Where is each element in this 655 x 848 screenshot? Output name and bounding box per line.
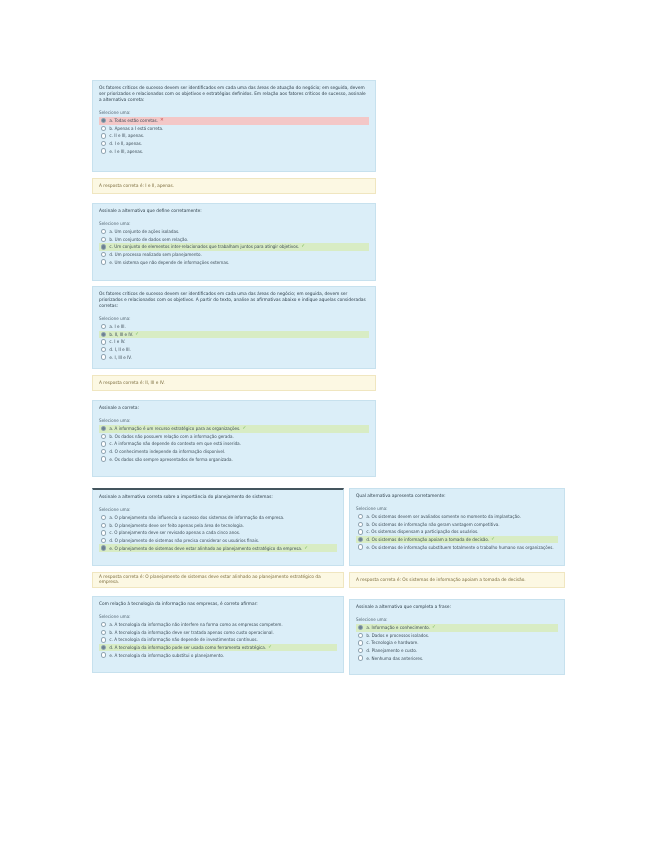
option-a[interactable]: a. A tecnologia da informação não interfere na forma como as empresas competem. [99, 621, 337, 629]
radio-icon[interactable] [358, 640, 363, 645]
question-text: Assinale a alternativa que completa a frase: [356, 605, 451, 610]
option-d[interactable]: d. A tecnologia da informação pode ser usada como ferramenta estratégica. ✓ [99, 644, 337, 652]
radio-icon[interactable] [101, 449, 106, 454]
radio-icon[interactable] [101, 538, 106, 543]
option-e[interactable]: e. Os sistemas de informação substituem totalmente o trabalho humano nas organizações. [356, 543, 558, 551]
option-a[interactable]: a. Um conjunto de ações isoladas. [99, 228, 369, 236]
option-b[interactable]: b. A tecnologia da informação deve ser tratada apenas como custo operacional. [99, 629, 337, 637]
question-card-3 [92, 286, 376, 369]
question-text: Os fatores críticos de sucesso devem ser identificados em cada uma das áreas de atuação do negócio; em seguida, devem ser priorizados e relacionados com os objetivos e estratégias definidos. Em relação aos fatores críticos de sucesso, assinale a alternativa correta: [99, 86, 366, 103]
option-c[interactable]: c. II e III, apenas. [99, 132, 369, 140]
radio-icon[interactable] [101, 237, 106, 242]
radio-icon[interactable] [101, 148, 106, 153]
option-c[interactable]: c. A tecnologia da informação não depende de investimentos contínuos. [99, 636, 337, 644]
radio-icon[interactable] [101, 530, 106, 535]
select-label: Selecione uma: [356, 506, 388, 511]
feedback-1: A resposta correta é: I e II, apenas. [92, 178, 376, 194]
question-text: Os fatores críticos de sucesso devem ser identificados em cada uma das áreas do negócio; em seguida, devem ser priorizados e relacionados com os objetivos. A partir do texto, analise as afirmativas abaixo e indique aquelas consideradas corretas: [99, 292, 366, 309]
radio-icon[interactable] [101, 354, 106, 359]
option-b[interactable]: b. Apenas a I está correta. [99, 125, 369, 133]
option-c[interactable]: c. Os sistemas dispensam a participação dos usuários. [356, 528, 558, 536]
check-icon: ✓ [268, 645, 272, 651]
radio-icon[interactable] [101, 118, 106, 123]
select-label: Selecione uma: [99, 316, 131, 321]
radio-icon[interactable] [358, 529, 363, 534]
option-e[interactable]: e. O planejamento de sistemas deve estar alinhado ao planejamento estratégico da empresa. ✓ [99, 544, 337, 552]
radio-icon[interactable] [101, 441, 106, 446]
option-a[interactable]: a. O planejamento não influencia o sucesso dos sistemas de informação da empresa. [99, 514, 337, 522]
select-label: Selecione uma: [99, 614, 131, 619]
radio-icon[interactable] [358, 655, 363, 660]
question-card-1 [92, 80, 376, 172]
feedback-3: A resposta correta é: II, III e IV. [92, 375, 376, 391]
option-a[interactable]: a. Os sistemas devem ser avaliados somente no momento da implantação. [356, 513, 558, 521]
option-d[interactable]: d. Planejamento e custo. [356, 647, 558, 655]
radio-icon[interactable] [358, 633, 363, 638]
select-label: Selecione uma: [99, 507, 131, 512]
option-d[interactable]: d. Os sistemas de informação apoiam a tomada de decisão. ✓ [356, 536, 558, 544]
radio-icon[interactable] [358, 648, 363, 653]
option-b[interactable]: b. O planejamento deve ser feito apenas pela área de tecnologia. [99, 522, 337, 530]
option-d[interactable]: d. Um processo realizado sem planejamento. [99, 251, 369, 259]
radio-icon[interactable] [101, 434, 106, 439]
question-card-4 [92, 400, 376, 477]
option-e[interactable]: e. A tecnologia da informação substitui o planejamento. [99, 651, 337, 659]
option-b[interactable]: b. Os dados não possuem relação com a informação gerada. [99, 433, 369, 441]
option-c[interactable]: c. Um conjunto de elementos inter-relacionados que trabalham juntos para atingir objetivos. ✓ [99, 243, 369, 251]
option-e[interactable]: e. Um sistema que não depende de informações externas. [99, 258, 369, 266]
question-text: Assinale a correta: [99, 406, 139, 411]
option-d[interactable]: d. O planejamento de sistemas não precisa considerar os usuários finais. [99, 537, 337, 545]
cross-icon: ✕ [159, 118, 164, 124]
radio-icon[interactable] [101, 252, 106, 257]
option-b[interactable]: b. Dados e processos isolados. [356, 632, 558, 640]
radio-icon[interactable] [101, 645, 106, 650]
option-c[interactable]: c. I e IV. [99, 338, 369, 346]
option-b[interactable]: b. Os sistemas de informação não geram vantagem competitiva. [356, 521, 558, 529]
select-label: Selecione uma: [99, 418, 131, 423]
option-d[interactable]: d. I, II e III. [99, 346, 369, 354]
radio-icon[interactable] [101, 347, 106, 352]
radio-icon[interactable] [101, 630, 106, 635]
radio-icon[interactable] [358, 514, 363, 519]
option-e[interactable]: e. I, III e IV. [99, 353, 369, 361]
question-card-8 [349, 599, 565, 675]
question-text: Assinale a alternativa que define corretamente: [99, 209, 202, 214]
check-icon: ✓ [432, 625, 436, 631]
option-c[interactable]: c. A informação não depende do contexto em que está inserida. [99, 440, 369, 448]
radio-icon[interactable] [101, 426, 106, 431]
radio-icon[interactable] [101, 244, 106, 249]
option-a[interactable]: a. A informação é um recurso estratégico para as organizações. ✓ [99, 425, 369, 433]
radio-icon[interactable] [101, 259, 106, 264]
option-a[interactable]: a. Todas estão corretas. ✕ [99, 117, 369, 125]
option-e[interactable]: e. Os dados são sempre apresentados de forma organizada. [99, 455, 369, 463]
radio-icon[interactable] [101, 229, 106, 234]
feedback-5: A resposta correta é: O planejamento de sistemas deve estar alinhado ao planejamento estratégico da empresa. [92, 572, 344, 588]
select-label: Selecione uma: [99, 221, 131, 226]
radio-icon[interactable] [101, 523, 106, 528]
check-icon: ✓ [491, 537, 495, 543]
select-label: Selecione uma: [99, 110, 131, 115]
radio-icon[interactable] [101, 545, 106, 550]
question-text: Qual alternativa apresenta corretamente: [356, 494, 446, 499]
radio-icon[interactable] [101, 515, 106, 520]
radio-icon[interactable] [101, 637, 106, 642]
radio-icon[interactable] [101, 339, 106, 344]
option-b[interactable]: b. Um conjunto de dados sem relação. [99, 236, 369, 244]
option-b[interactable]: b. II, III e IV. ✓ [99, 331, 369, 339]
check-icon: ✓ [242, 426, 247, 432]
radio-icon[interactable] [101, 332, 106, 337]
option-e[interactable]: e. Nenhuma das anteriores. [356, 654, 558, 662]
option-c[interactable]: c. Tecnologia e hardware. [356, 639, 558, 647]
radio-icon[interactable] [358, 537, 363, 542]
option-d[interactable]: d. O conhecimento independe da informação disponível. [99, 448, 369, 456]
check-icon: ✓ [301, 244, 306, 250]
radio-icon[interactable] [101, 133, 106, 138]
radio-icon[interactable] [358, 625, 363, 630]
option-e[interactable]: e. I e III, apenas. [99, 147, 369, 155]
check-icon: ✓ [135, 331, 139, 337]
question-card-2 [92, 203, 376, 281]
radio-icon[interactable] [101, 126, 106, 131]
select-label: Selecione uma: [356, 617, 388, 622]
radio-icon[interactable] [358, 522, 363, 527]
question-card-6 [349, 488, 565, 566]
check-icon: ✓ [304, 545, 308, 551]
radio-icon[interactable] [101, 652, 106, 657]
option-a[interactable]: a. Informação e conhecimento. ✓ [356, 624, 558, 632]
question-text: Assinale a alternativa correta sobre a importância do planejamento de sistemas: [99, 495, 273, 500]
radio-icon[interactable] [101, 324, 106, 329]
option-d[interactable]: d. I e II, apenas. [99, 140, 369, 148]
question-text: Com relação à tecnologia da informação nas empresas, é correto afirmar: [99, 602, 258, 607]
radio-icon[interactable] [101, 622, 106, 627]
radio-icon[interactable] [101, 456, 106, 461]
radio-icon[interactable] [101, 141, 106, 146]
question-card-7 [92, 596, 344, 673]
option-a[interactable]: a. I e III. [99, 323, 369, 331]
radio-icon[interactable] [358, 544, 363, 549]
option-c[interactable]: c. O planejamento deve ser revisado apenas a cada cinco anos. [99, 529, 337, 537]
question-card-5 [92, 488, 344, 566]
feedback-6: A resposta correta é: Os sistemas de informação apoiam a tomada de decisão. [349, 572, 565, 588]
